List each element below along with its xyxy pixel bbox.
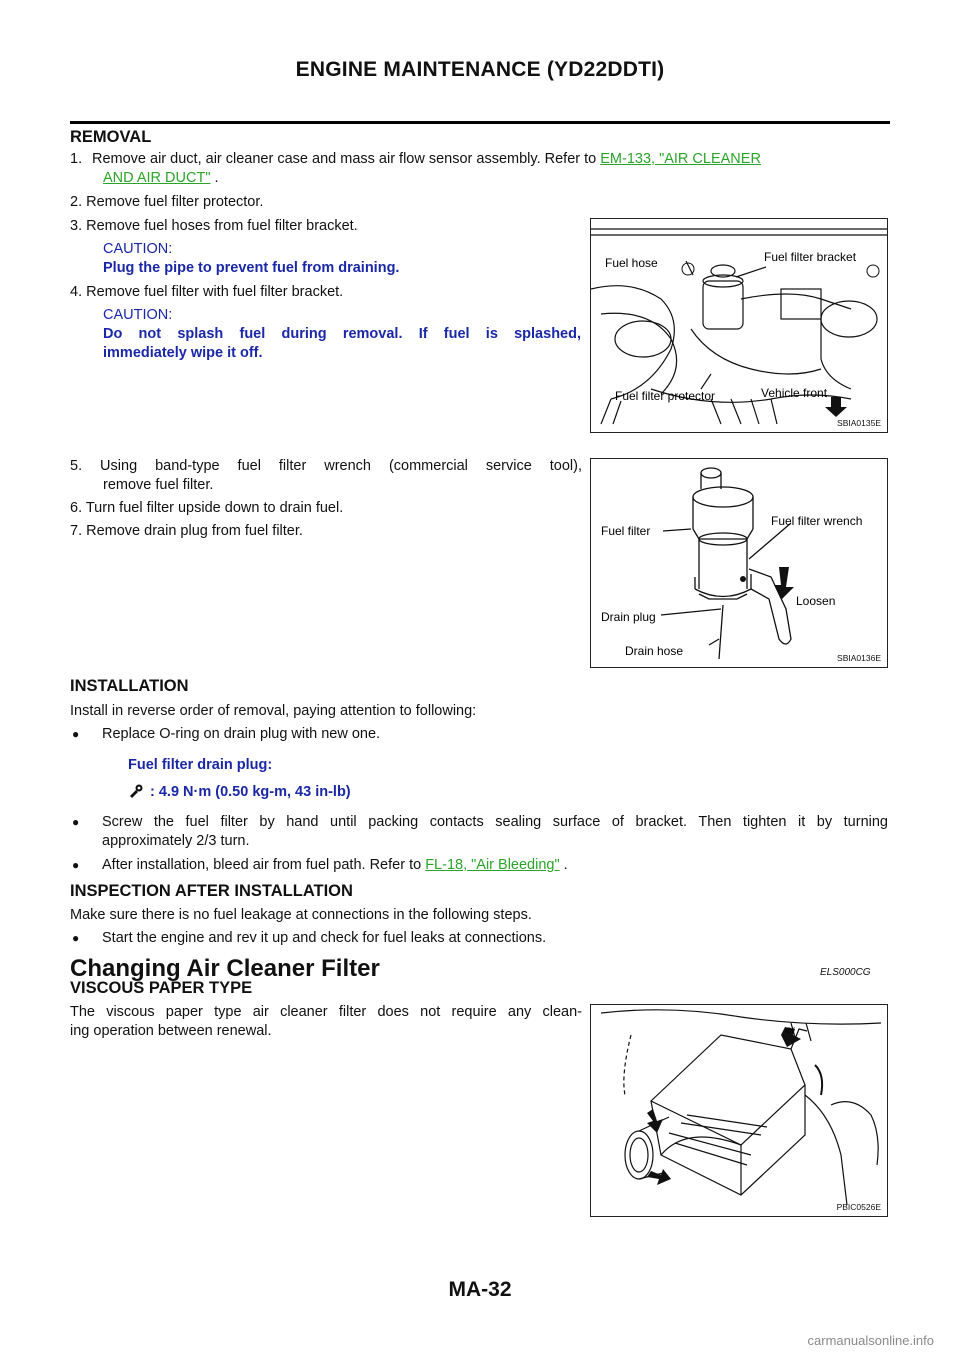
- removal-step-2: 2. Remove fuel filter protector.: [70, 194, 264, 210]
- removal-step-1-cont: [103, 169, 219, 188]
- caution-1-text: Plug the pipe to prevent fuel from draining.: [103, 260, 400, 276]
- viscous-text-line2: ing operation between renewal.: [70, 1023, 272, 1039]
- removal-step-5-line2: remove fuel filter.: [103, 477, 214, 493]
- fuel-filter-illustration: [591, 459, 887, 667]
- torque-spec: [128, 784, 351, 800]
- label-fuel-filter: Fuel filter: [601, 524, 651, 538]
- installation-heading: INSTALLATION: [70, 677, 189, 695]
- caution-1-title: CAUTION:: [103, 241, 173, 257]
- removal-step-1: [70, 150, 890, 169]
- caution-2-line1: Do not splash fuel during removal. If fuel is splashed,: [103, 326, 581, 342]
- label-drain-hose: Drain hose: [625, 644, 684, 658]
- label-fuel-filter-bracket: Fuel filter bracket: [764, 250, 857, 264]
- page-header-title: ENGINE MAINTENANCE (YD22DDTI): [295, 58, 665, 81]
- figure-1-code: SBIA0135E: [837, 418, 881, 428]
- removal-step-5-line1: 5. Using band-type fuel filter wrench (commercial service tool),: [70, 458, 582, 474]
- label-or: or: [786, 1025, 795, 1036]
- em-133-link-part2[interactable]: AND AIR DUCT": [103, 170, 211, 186]
- label-fuel-hose: Fuel hose: [605, 256, 658, 270]
- installation-intro: Install in reverse order of removal, paying attention to following:: [70, 703, 477, 719]
- installation-bullet-3: [102, 856, 568, 875]
- step-1-text: Remove air duct, air cleaner case and mass air flow sensor assembly. Refer to: [92, 151, 601, 167]
- inspection-intro: Make sure there is no fuel leakage at connections in the following steps.: [70, 907, 532, 923]
- viscous-text-line1: The viscous paper type air cleaner filter does not require any clean-: [70, 1004, 582, 1020]
- installation-bullet-2-line2: approximately 2/3 turn.: [102, 833, 250, 849]
- label-loosen: Loosen: [796, 594, 836, 608]
- inspection-bullet-1: Start the engine and rev it up and check for fuel leaks at connections.: [102, 930, 547, 946]
- inspection-heading: INSPECTION AFTER INSTALLATION: [70, 882, 353, 900]
- watermark: carmanualsonline.info: [807, 1333, 934, 1348]
- bullet-mark: ●: [72, 931, 80, 945]
- figure-2-code: SBIA0136E: [837, 653, 881, 663]
- step-1-number: 1.: [70, 151, 83, 167]
- bullet-mark: ●: [72, 727, 80, 741]
- bullet-3-text: After installation, bleed air from fuel path. Refer to: [102, 857, 426, 873]
- caution-2-title: CAUTION:: [103, 307, 173, 323]
- label-drain-plug: Drain plug: [601, 610, 656, 624]
- installation-bullet-1: Replace O-ring on drain plug with new one.: [102, 726, 381, 742]
- section-reference-code: ELS000CG: [820, 967, 871, 978]
- removal-step-7: 7. Remove drain plug from fuel filter.: [70, 523, 303, 539]
- torque-wrench-icon: [128, 784, 144, 798]
- removal-step-3: 3. Remove fuel hoses from fuel filter bracket.: [70, 218, 358, 234]
- caution-2-line2: immediately wipe it off.: [103, 345, 263, 361]
- figure-fuel-filter-bracket: [590, 218, 888, 433]
- bullet-mark: ●: [72, 815, 80, 829]
- fl-18-air-bleeding-link[interactable]: FL-18, "Air Bleeding": [425, 857, 560, 873]
- header-divider: [70, 121, 890, 124]
- bullet-3-end: .: [559, 857, 568, 873]
- figure-3-code: PBIC0526E: [836, 1202, 881, 1212]
- step-1-end: .: [210, 170, 219, 186]
- figure-air-cleaner: [590, 1004, 888, 1217]
- label-vehicle-front: Vehicle front: [761, 386, 828, 400]
- bullet-mark: ●: [72, 858, 80, 872]
- air-cleaner-section-title: Changing Air Cleaner Filter: [70, 955, 380, 982]
- air-cleaner-illustration: [591, 1005, 887, 1216]
- figure-fuel-filter-wrench: [590, 458, 888, 668]
- removal-step-6: 6. Turn fuel filter upside down to drain fuel.: [70, 500, 344, 516]
- label-fuel-filter-wrench: Fuel filter wrench: [771, 514, 863, 528]
- label-fuel-filter-protector: Fuel filter protector: [615, 389, 716, 403]
- removal-step-4: 4. Remove fuel filter with fuel filter bracket.: [70, 284, 344, 300]
- viscous-paper-type-heading: VISCOUS PAPER TYPE: [70, 979, 253, 997]
- torque-label: Fuel filter drain plug:: [128, 757, 273, 773]
- torque-value: : 4.9 N·m (0.50 kg-m, 43 in-lb): [150, 784, 351, 800]
- engine-bay-illustration: [591, 219, 887, 432]
- page-number: MA-32: [448, 1278, 512, 1301]
- em-133-link-part1[interactable]: EM-133, "AIR CLEANER: [600, 151, 761, 167]
- removal-heading: REMOVAL: [70, 128, 152, 146]
- installation-bullet-2-line1: Screw the fuel filter by hand until packing contacts sealing surface of bracket. Then tighten it by turning: [102, 814, 888, 830]
